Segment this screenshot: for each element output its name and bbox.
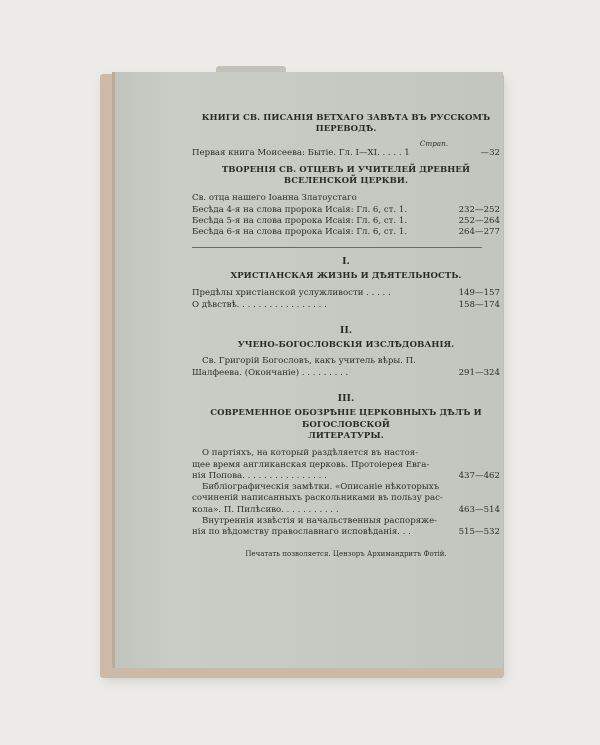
toc-entry-line: щее время англиканская церковь. Протоіерея Евга- <box>192 459 430 470</box>
section-number-2: II. <box>339 324 353 336</box>
toc-entry-pages: —32 <box>480 147 500 158</box>
section-heading-review-line1: СОВРЕМЕННОЕ ОБОЗРѢНІЕ ЦЕРКОВНЫХЪ ДѢЛЪ И БОГОСЛОВСКОЙ <box>210 408 482 430</box>
toc-entry-title: кола». П. Пилѣсиво. . . . . . . . . . . <box>192 504 339 515</box>
section-heading-old-testament: КНИГИ СВ. ПИСАНІЯ ВЕТХАГО ЗАВѢТА ВЪ РУССКОМЪ ПЕРЕВОДѢ. <box>201 113 491 135</box>
toc-entry-line: Внутреннія извѣстія и начальственныя распоряже- <box>202 516 438 527</box>
toc-entry-title: Шалфеева. (Окончаніе) . . . . . . . . . <box>192 367 349 378</box>
toc-entry-line: Св. Григорій Богословъ, какъ учитель вѣры. П. <box>202 356 416 367</box>
toc-entry-pages: 463—514 <box>458 504 500 515</box>
toc-entry-title: Бесѣда 5-я на слова пророка Исаія: Гл. 6, ст. 1. <box>192 216 408 227</box>
pages-label: Страп. <box>419 138 448 148</box>
toc-entry <box>192 205 500 216</box>
toc-entry-pages: 252—264 <box>458 216 500 227</box>
toc-entry-author: Св. отца нашего Іоанна Златоустаго <box>192 193 357 204</box>
toc-entry-title: Первая книга Моисеева: Бытіе. Гл. I—XI. . . . . 1 <box>192 147 410 158</box>
section-number-1: I. <box>342 255 350 267</box>
toc-entry <box>192 505 500 516</box>
section-heading-christian-life: ХРИСТІАНСКАЯ ЖИЗНЬ И ДѢЯТЕЛЬНОСТЬ. <box>230 270 462 281</box>
toc-entry-pages: 149—157 <box>458 288 500 299</box>
toc-entry-pages: 291—324 <box>458 367 500 378</box>
toc-entry-pages: 232—252 <box>458 204 500 215</box>
toc-entry <box>192 300 500 311</box>
toc-entry <box>192 288 500 299</box>
toc-entry-title: Бесѣда 4-я на слова пророка Исаія: Гл. 6, ст. 1. <box>192 204 408 215</box>
censor-note: Печатать позволяется. Цензоръ Архимандритъ Фотій. <box>245 549 447 558</box>
section-number-3: III. <box>337 393 355 405</box>
toc-entry-title: нія по вѣдомству православнаго исповѣданія. . . <box>192 527 411 538</box>
toc-entry-title: Бесѣда 6-я на слова пророка Исаія: Гл. 6, ст. 1. <box>192 227 408 238</box>
divider <box>192 247 482 248</box>
toc-entry-pages: 264—277 <box>458 227 500 238</box>
toc-entry-title: О дѣвствѣ. . . . . . . . . . . . . . . . . <box>192 299 327 310</box>
section-heading-review-line2: ЛИТЕРАТУРЫ. <box>308 430 384 441</box>
toc-entry-line: Библіографическія замѣтки. «Описаніе нѣкоторыхъ <box>202 482 440 493</box>
toc-entry <box>192 527 500 538</box>
toc-entry-title: нія Попова. . . . . . . . . . . . . . . . <box>192 470 327 481</box>
toc-entry-pages: 158—174 <box>458 299 500 310</box>
toc-entry-pages: 437—462 <box>458 470 500 481</box>
toc-entry-line: сочиненій написанныхъ раскольниками въ пользу рас- <box>192 493 443 504</box>
section-heading-fathers: ТВОРЕНІЯ СВ. ОТЦЕВЪ И УЧИТЕЛЕЙ ДРЕВНЕЙ ВСЕЛЕНСКОЙ ЦЕРКВИ. <box>221 164 471 187</box>
toc-entry-pages: 515—532 <box>458 527 500 538</box>
section-heading-theology: УЧЕНО-БОГОСЛОВСКІЯ ИЗСЛѢДОВАНІЯ. <box>237 340 455 351</box>
toc-entry <box>192 227 500 238</box>
toc-entry <box>192 216 500 227</box>
toc-entry-line: О партіяхъ, на который раздѣляется въ настоя- <box>202 448 419 459</box>
table-of-contents <box>192 113 500 560</box>
toc-entry <box>192 471 500 482</box>
toc-entry <box>192 368 500 379</box>
toc-entry <box>192 148 500 159</box>
toc-entry-title: Предѣлы христіанской услужливости . . . . . <box>192 288 391 299</box>
